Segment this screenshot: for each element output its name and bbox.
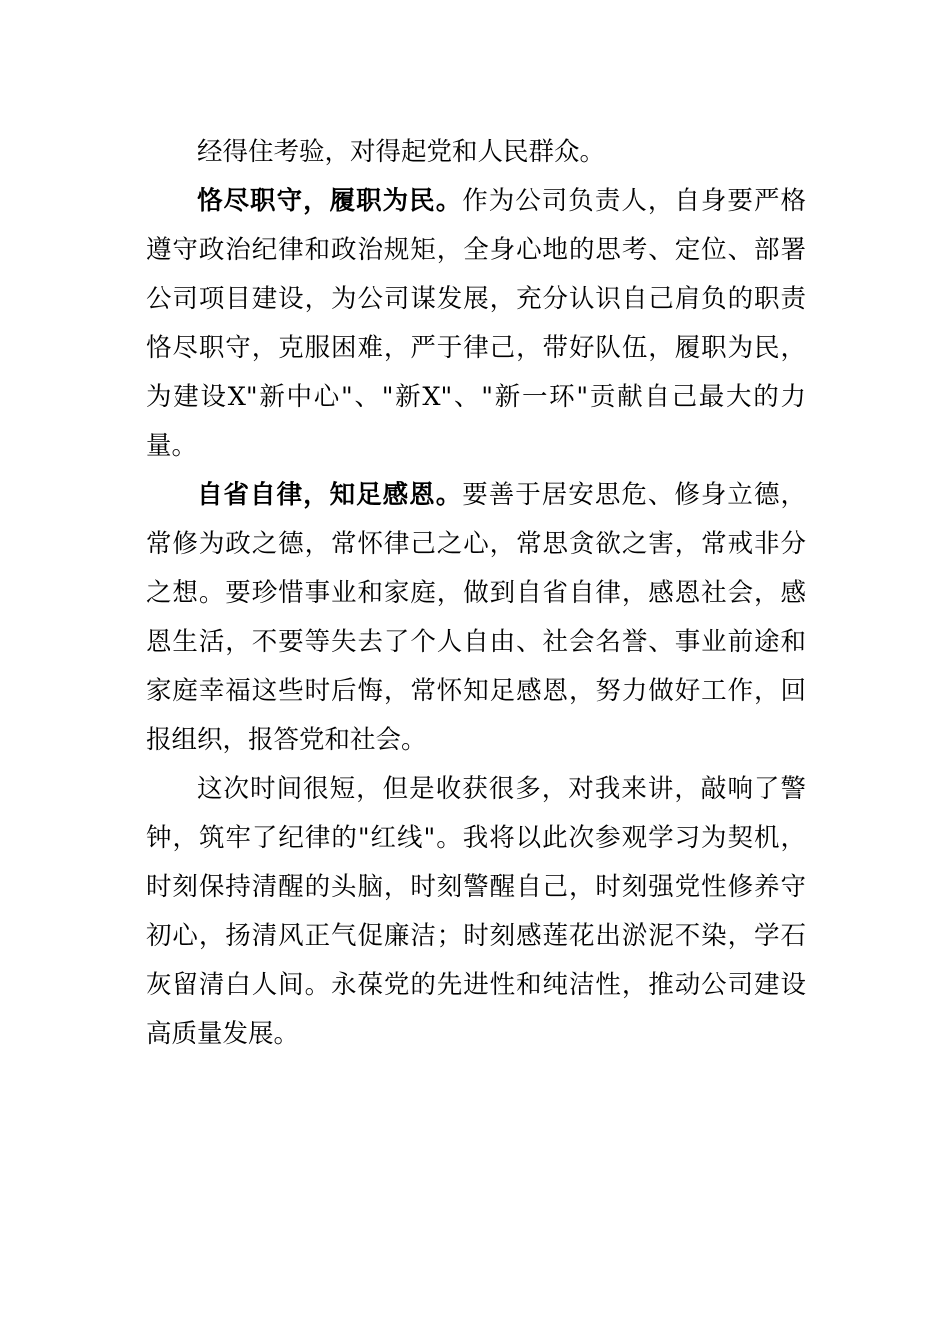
paragraph-conclusion (146, 765, 806, 1059)
paragraph-continuation (146, 128, 806, 177)
paragraph-text: 作为公司负责人，自身要严格遵守政治纪律和政治规矩，全身心地的思考、定位、部署公司项目建设，为公司谋发展，充分认识自己肩负的职责恪尽职守，克服困难，严于律己，带好队伍，履职为民，为建设X"新中心"、"新X"、"新一环"贡献自己最大的力量。 (146, 186, 806, 461)
paragraph-text: 这次时间很短，但是收获很多，对我来讲，敲响了警钟，筑牢了纪律的"红线"。我将以此次参观学习为契机，时刻保持清醒的头脑，时刻警醒自己，时刻强党性修养守初心，扬清风正气促廉洁；时刻感莲花出淤泥不染，学石灰留清白人间。永葆党的先进性和纯洁性，推动公司建设高质量发展。 (146, 774, 806, 1049)
paragraph-text: 要善于居安思危、修身立德，常修为政之德，常怀律己之心，常思贪欲之害，常戒非分之想。要珍惜事业和家庭，做到自省自律，感恩社会，感恩生活，不要等失去了个人自由、社会名誉、事业前途和家庭幸福这些时后悔，常怀知足感恩，努力做好工作，回报组织，报答党和社会。 (146, 480, 806, 755)
paragraph-heading: 自省自律，知足感恩。 (197, 480, 463, 510)
paragraph-self-discipline (146, 471, 806, 765)
paragraph-heading: 恪尽职守，履职为民。 (197, 186, 463, 216)
paragraph-duty (146, 177, 806, 471)
paragraph-text: 经得住考验，对得起党和人民群众。 (197, 137, 606, 167)
document-body (146, 128, 806, 1059)
